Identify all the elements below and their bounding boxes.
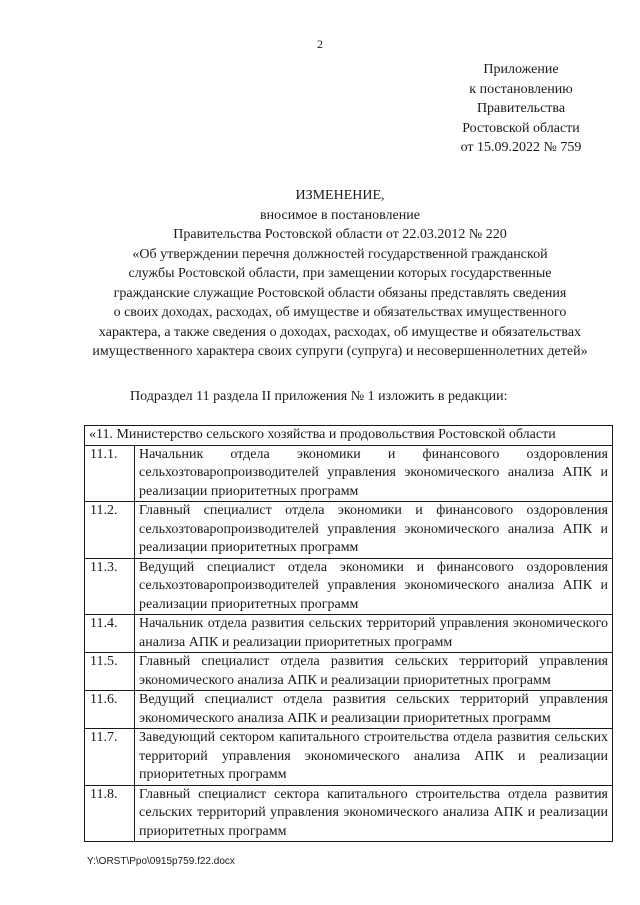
- row-text: Начальник отдела развития сельских территорий управления экономического анализа АПК и реализации приоритетных программ: [135, 615, 613, 653]
- table-row: [85, 785, 613, 842]
- title-line: ИЗМЕНЕНИЕ,: [295, 188, 385, 203]
- table-row: [85, 691, 613, 729]
- title-line: характера, а также сведения о доходах, расходах, об имуществе и обязательствах: [98, 324, 582, 340]
- row-number: 11.5.: [85, 653, 135, 691]
- table-row: [85, 615, 613, 653]
- appendix-line: Правительства: [476, 101, 566, 116]
- document-title: [60, 186, 620, 362]
- title-line: вносимое в постановление: [260, 207, 420, 223]
- row-number: 11.2.: [85, 502, 135, 559]
- row-text: Главный специалист сектора капитального строительства отдела развития сельских территорий управления экономического анализа АПК и реализации приоритетных программ: [135, 785, 613, 842]
- row-text: Главный специалист отдела экономики и финансового оздоровления сельхозтоваропроизводителей управления экономического анализа АПК и реализации приоритетных программ: [135, 502, 613, 559]
- table-row: [85, 729, 613, 786]
- positions-table: [84, 425, 613, 842]
- row-text: Ведущий специалист отдела развития сельских территорий управления экономического анализа АПК и реализации приоритетных программ: [135, 691, 613, 729]
- appendix-block: [436, 60, 606, 158]
- table-row: [85, 653, 613, 691]
- row-text: Заведующий сектором капитального строительства отдела развития сельских территорий управления экономического анализа АПК и реализации приоритетных программ: [135, 729, 613, 786]
- title-line: о своих доходах, расходах, об имуществе и обязательствах имущественного: [113, 305, 567, 320]
- row-text: Главный специалист отдела развития сельских территорий управления экономического анализа АПК и реализации приоритетных программ: [135, 653, 613, 691]
- appendix-line: Приложение: [483, 62, 559, 77]
- page-number: 2: [317, 37, 323, 51]
- title-line: Правительства Ростовской области от 22.03.2012 № 220: [173, 227, 507, 242]
- row-number: 11.3.: [85, 558, 135, 615]
- table-header-row: [85, 426, 613, 446]
- row-number: 11.6.: [85, 691, 135, 729]
- table-row: [85, 558, 613, 615]
- title-line: «Об утверждении перечня должностей государственной гражданской: [132, 246, 548, 262]
- appendix-line: от 15.09.2022 № 759: [460, 140, 582, 155]
- row-text: Ведущий специалист отдела экономики и финансового оздоровления сельхозтоваропроизводителей управления экономического анализа АПК и реализации приоритетных программ: [135, 558, 613, 615]
- appendix-line: Ростовской области: [462, 120, 580, 136]
- row-number: 11.4.: [85, 615, 135, 653]
- title-line: имущественного характера своих супруги (супруга) и несовершеннолетних детей»: [92, 344, 588, 359]
- row-number: 11.1.: [85, 445, 135, 502]
- row-number: 11.8.: [85, 785, 135, 842]
- title-line: службы Ростовской области, при замещении которых государственные: [128, 266, 552, 281]
- intro-paragraph: Подраздел 11 раздела II приложения № 1 изложить в редакции:: [130, 389, 508, 404]
- appendix-line: к постановлению: [469, 81, 573, 97]
- table-row: [85, 445, 613, 502]
- row-number: 11.7.: [85, 729, 135, 786]
- title-line: гражданские служащие Ростовской области обязаны представлять сведения: [113, 285, 567, 301]
- table-header: «11. Министерство сельского хозяйства и продовольствия Ростовской области: [85, 426, 613, 446]
- table-row: [85, 502, 613, 559]
- row-text: Начальник отдела экономики и финансового оздоровления сельхозтоваропроизводителей управления экономического анализа АПК и реализации приоритетных программ: [135, 445, 613, 502]
- footer-file-path: Y:\ORST\Ppo\0915p759.f22.docx: [87, 856, 235, 867]
